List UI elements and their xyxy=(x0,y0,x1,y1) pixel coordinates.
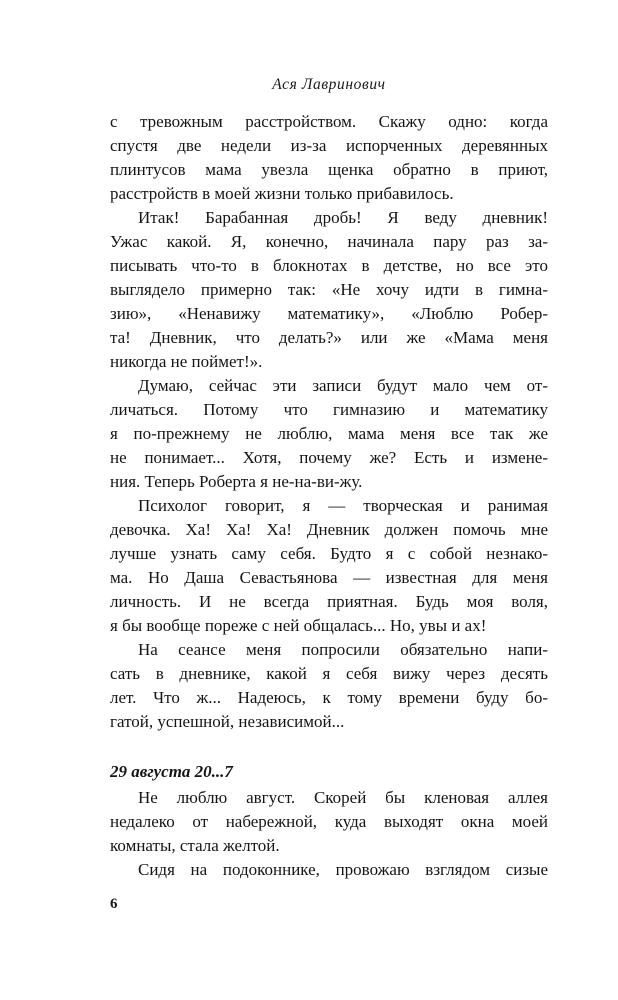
text-line: лучше узнать саму себя. Будто я с собой незнако- xyxy=(110,544,548,563)
text-line: Не люблю август. Скорей бы кленовая аллея xyxy=(138,788,548,807)
text-line: та! Дневник, что делать?» или же «Мама меня xyxy=(110,328,548,347)
text-line: сать в дневнике, какой я себя вижу через десять xyxy=(110,664,548,683)
text-line: недалеко от набережной, куда выходят окна моей xyxy=(110,812,548,831)
text-line: писывать что-то в блокнотах в детстве, но все это xyxy=(110,256,548,275)
text-line: выглядело примерно так: «Не хочу идти в гимна- xyxy=(110,280,548,299)
text-line: девочка. Ха! Ха! Ха! Дневник должен помочь мне xyxy=(110,520,548,539)
paragraph xyxy=(110,858,548,882)
paragraph xyxy=(110,494,548,638)
text-line: не понимает... Хотя, почему же? Есть и измене- xyxy=(110,448,548,467)
text-line: зию», «Ненавижу математику», «Люблю Робер- xyxy=(110,304,548,323)
text-line: Итак! Барабанная дробь! Я веду дневник! xyxy=(138,208,548,227)
paragraph xyxy=(110,206,548,374)
text-line: гатой, успешной, независимой... xyxy=(110,712,345,731)
text-line: комнаты, стала желтой. xyxy=(110,836,280,855)
paragraph xyxy=(110,374,548,494)
text-line: спустя две недели из-за испорченных деревянных xyxy=(110,136,548,155)
text-line: Ужас какой. Я, конечно, начинала пару раз за- xyxy=(110,232,548,251)
running-header-author: Ася Лавринович xyxy=(272,76,386,93)
text-line: расстройств в моей жизни только прибавилось. xyxy=(110,184,454,203)
text-line: Сидя на подоконнике, провожаю взглядом сизые xyxy=(138,860,548,879)
page-number: 6 xyxy=(110,896,118,912)
paragraph xyxy=(110,110,548,206)
text-line: На сеансе меня попросили обязательно напи- xyxy=(138,640,548,659)
text-line: личность. И не всегда приятная. Будь моя воля, xyxy=(110,592,548,611)
text-line: личаться. Потому что гимназию и математику xyxy=(110,400,548,419)
diary-date-heading xyxy=(110,760,548,784)
paragraph xyxy=(110,638,548,734)
text-line: ма. Но Даша Севастьянова — известная для меня xyxy=(110,568,548,587)
text-line: я по-прежнему не люблю, мама меня все так же xyxy=(110,424,548,443)
text-line: с тревожным расстройством. Скажу одно: когда xyxy=(110,112,548,131)
text-line: никогда не поймет!». xyxy=(110,352,263,371)
text-line: плинтусов мама увезла щенка обратно в приют, xyxy=(110,160,548,179)
text-line: ния. Теперь Роберта я не-на-ви-жу. xyxy=(110,472,363,491)
text-line: лет. Что ж... Надеюсь, к тому времени буду бо- xyxy=(110,688,548,707)
text-line: Психолог говорит, я — творческая и ранимая xyxy=(138,496,548,515)
text-line: я бы вообще пореже с ней общалась... Но, увы и ах! xyxy=(110,616,487,635)
text-line: 29 августа 20...7 xyxy=(110,762,233,781)
text-line: Думаю, сейчас эти записи будут мало чем от- xyxy=(138,376,548,395)
paragraph xyxy=(110,786,548,858)
page-body xyxy=(110,110,548,882)
